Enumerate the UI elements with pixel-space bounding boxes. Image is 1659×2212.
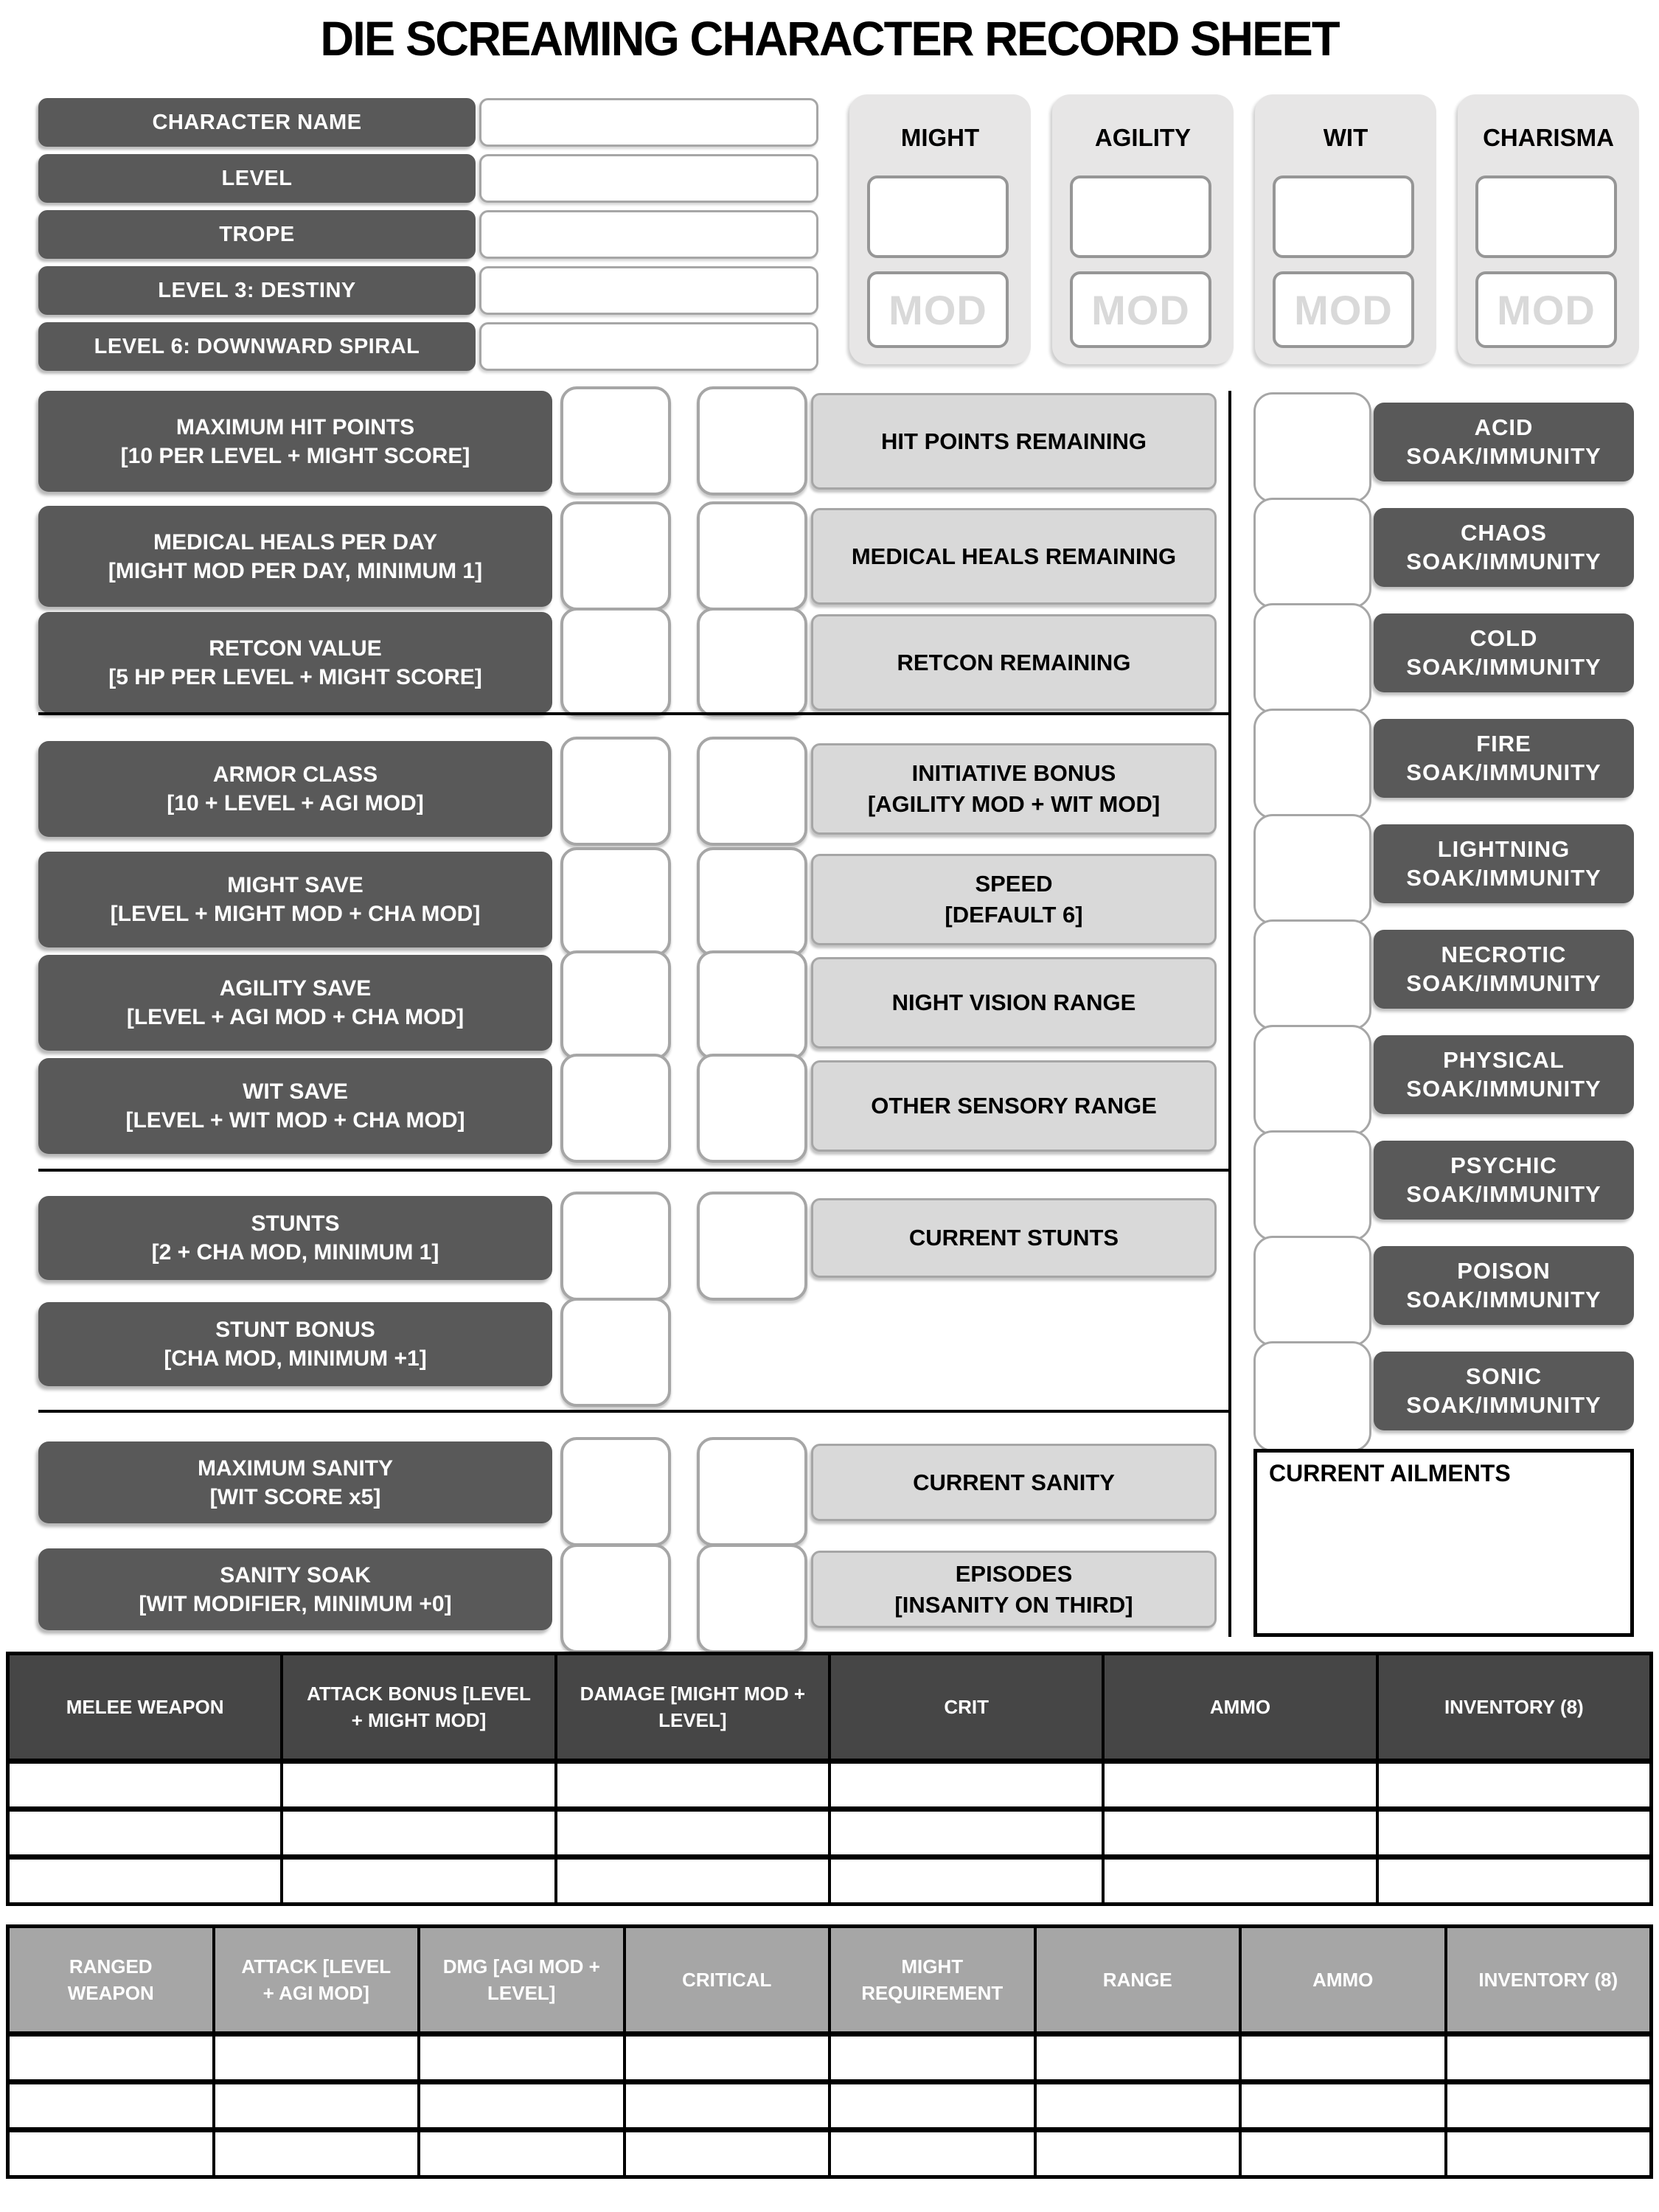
melee-cell-r3c5[interactable]: [1105, 1860, 1375, 1902]
soak-value-box-psychic[interactable]: [1253, 1130, 1371, 1241]
stat-current-box-armor-class[interactable]: [697, 737, 807, 846]
ranged-cell-r2c8[interactable]: [1447, 2084, 1650, 2127]
field-label-character-name: CHARACTER NAME: [38, 98, 476, 147]
ranged-cell-r3c6[interactable]: [1037, 2132, 1239, 2175]
stat-value-box-stunts[interactable]: [560, 1192, 671, 1301]
stat-current-box-maximum-hit-points[interactable]: [697, 386, 807, 495]
page-title: DIE SCREAMING CHARACTER RECORD SHEET: [320, 11, 1339, 66]
melee-header-melee-weapon: MELEE WEAPON: [10, 1655, 280, 1759]
stat-label-might-save: MIGHT SAVE [LEVEL + MIGHT MOD + CHA MOD]: [38, 852, 552, 947]
stat-current-box-maximum-sanity[interactable]: [697, 1437, 807, 1546]
identity-row-character-name: [38, 98, 818, 147]
melee-cell-r2c4[interactable]: [831, 1812, 1102, 1854]
ranged-header-range: RANGE: [1037, 1928, 1239, 2031]
soak-item-psychic: [1253, 1141, 1646, 1251]
agility-mod-box[interactable]: MOD: [1070, 271, 1211, 348]
melee-header-crit: CRIT: [831, 1655, 1102, 1759]
melee-cell-r3c1[interactable]: [10, 1860, 280, 1902]
ranged-cell-r3c4[interactable]: [626, 2132, 829, 2175]
soak-label-chaos: CHAOS SOAK/IMMUNITY: [1374, 508, 1634, 587]
soak-item-necrotic: [1253, 930, 1646, 1040]
soak-value-box-fire[interactable]: [1253, 709, 1371, 819]
tracker-label-current-sanity: CURRENT SANITY: [811, 1444, 1217, 1521]
ranged-cell-r1c5[interactable]: [831, 2037, 1034, 2079]
field-input-character-name[interactable]: [479, 98, 818, 147]
melee-cell-r3c3[interactable]: [557, 1860, 828, 1902]
identity-row-trope: [38, 210, 818, 259]
field-input-level-6-downward-spiral[interactable]: [479, 322, 818, 371]
soak-label-necrotic: NECROTIC SOAK/IMMUNITY: [1374, 930, 1634, 1009]
ranged-cell-r2c3[interactable]: [420, 2084, 623, 2127]
melee-cell-r3c4[interactable]: [831, 1860, 1102, 1902]
section-divider-3: [38, 1410, 1230, 1413]
melee-header-ammo: AMMO: [1105, 1655, 1375, 1759]
ranged-cell-r1c7[interactable]: [1242, 2037, 1444, 2079]
tracker-label-current-stunts: CURRENT STUNTS: [811, 1198, 1217, 1278]
field-label-trope: TROPE: [38, 210, 476, 259]
tracker-label-medical-heals-remaining: MEDICAL HEALS REMAINING: [811, 508, 1217, 605]
stat-current-box-medical-heals-per-day[interactable]: [697, 501, 807, 611]
ability-card-charisma: [1458, 94, 1639, 364]
melee-cell-r2c3[interactable]: [557, 1812, 828, 1854]
ability-title-agility: AGILITY: [1094, 124, 1192, 151]
stat-value-box-medical-heals-per-day[interactable]: [560, 501, 671, 611]
ranged-cell-r2c7[interactable]: [1242, 2084, 1444, 2127]
melee-cell-r1c6[interactable]: [1379, 1764, 1649, 1806]
ability-title-might: MIGHT: [900, 124, 980, 151]
soak-value-box-poison[interactable]: [1253, 1236, 1371, 1346]
stat-value-box-retcon-value[interactable]: [560, 608, 671, 717]
melee-cell-r1c2[interactable]: [283, 1764, 554, 1806]
soak-item-cold: [1253, 613, 1646, 724]
tracker-label-episodes: EPISODES [INSANITY ON THIRD]: [811, 1551, 1217, 1628]
soak-label-fire: FIRE SOAK/IMMUNITY: [1374, 719, 1634, 798]
field-label-level-3-destiny: LEVEL 3: DESTINY: [38, 266, 476, 315]
ranged-cell-r1c6[interactable]: [1037, 2037, 1239, 2079]
ranged-cell-r2c5[interactable]: [831, 2084, 1034, 2127]
stat-label-stunts: STUNTS [2 + CHA MOD, MINIMUM 1]: [38, 1196, 552, 1280]
soak-value-box-physical[interactable]: [1253, 1025, 1371, 1135]
ability-title-charisma: CHARISMA: [1483, 124, 1614, 151]
melee-cell-r1c5[interactable]: [1105, 1764, 1375, 1806]
ranged-cell-r1c3[interactable]: [420, 2037, 623, 2079]
ranged-weapon-table: [6, 1924, 1653, 2179]
ranged-header-dmg-agi-mod-level: DMG [AGI MOD + LEVEL]: [420, 1928, 623, 2031]
ability-title-wit: WIT: [1323, 124, 1368, 151]
vertical-divider: [1228, 391, 1231, 1637]
melee-cell-r3c6[interactable]: [1379, 1860, 1649, 1902]
tracker-label-retcon-remaining: RETCON REMAINING: [811, 614, 1217, 711]
stat-current-box-sanity-soak[interactable]: [697, 1544, 807, 1653]
stat-label-maximum-hit-points: MAXIMUM HIT POINTS [10 PER LEVEL + MIGHT SCORE]: [38, 391, 552, 492]
stat-value-box-wit-save[interactable]: [560, 1054, 671, 1163]
soak-value-box-cold[interactable]: [1253, 603, 1371, 714]
soak-label-physical: PHYSICAL SOAK/IMMUNITY: [1374, 1035, 1634, 1114]
ranged-cell-r1c8[interactable]: [1447, 2037, 1650, 2079]
soak-label-lightning: LIGHTNING SOAK/IMMUNITY: [1374, 824, 1634, 903]
stat-value-box-maximum-sanity[interactable]: [560, 1437, 671, 1546]
melee-cell-r2c5[interactable]: [1105, 1812, 1375, 1854]
melee-header-attack-bonus-level-might-mod: ATTACK BONUS [LEVEL + MIGHT MOD]: [283, 1655, 554, 1759]
soak-label-cold: COLD SOAK/IMMUNITY: [1374, 613, 1634, 692]
stat-label-wit-save: WIT SAVE [LEVEL + WIT MOD + CHA MOD]: [38, 1058, 552, 1154]
section-divider-2: [38, 1169, 1230, 1172]
ranged-cell-r3c2[interactable]: [215, 2132, 418, 2175]
ranged-cell-r2c6[interactable]: [1037, 2084, 1239, 2127]
soak-value-box-sonic[interactable]: [1253, 1341, 1371, 1452]
stat-current-box-retcon-value[interactable]: [697, 608, 807, 717]
field-input-trope[interactable]: [479, 210, 818, 259]
stat-label-agility-save: AGILITY SAVE [LEVEL + AGI MOD + CHA MOD]: [38, 955, 552, 1051]
field-input-level-3-destiny[interactable]: [479, 266, 818, 315]
soak-label-psychic: PSYCHIC SOAK/IMMUNITY: [1374, 1141, 1634, 1220]
ranged-cell-r1c1[interactable]: [10, 2037, 212, 2079]
ranged-cell-r3c8[interactable]: [1447, 2132, 1650, 2175]
ranged-header-ranged-weapon: RANGED WEAPON: [10, 1928, 212, 2031]
stat-current-box-stunts[interactable]: [697, 1192, 807, 1301]
ranged-cell-r2c1[interactable]: [10, 2084, 212, 2127]
melee-cell-r2c6[interactable]: [1379, 1812, 1649, 1854]
melee-header-damage-might-mod-level: DAMAGE [MIGHT MOD + LEVEL]: [557, 1655, 828, 1759]
agility-score-box[interactable]: [1070, 175, 1211, 258]
ability-card-agility: [1052, 94, 1234, 364]
ranged-cell-r3c3[interactable]: [420, 2132, 623, 2175]
ranged-header-ammo: AMMO: [1242, 1928, 1444, 2031]
ability-card-wit: [1255, 94, 1436, 364]
might-mod-box[interactable]: MOD: [867, 271, 1009, 348]
stat-value-box-might-save[interactable]: [560, 847, 671, 956]
melee-weapon-table: [6, 1652, 1653, 1906]
melee-header-inventory-8: INVENTORY (8): [1379, 1655, 1649, 1759]
soak-item-chaos: [1253, 508, 1646, 619]
ranged-cell-r2c4[interactable]: [626, 2084, 829, 2127]
ranged-cell-r1c2[interactable]: [215, 2037, 418, 2079]
tracker-label-hit-points-remaining: HIT POINTS REMAINING: [811, 393, 1217, 490]
ranged-header-might-requirement: MIGHT REQUIREMENT: [831, 1928, 1034, 2031]
ranged-cell-r3c7[interactable]: [1242, 2132, 1444, 2175]
stat-value-box-sanity-soak[interactable]: [560, 1544, 671, 1653]
stat-current-box-wit-save[interactable]: [697, 1054, 807, 1163]
field-input-level[interactable]: [479, 154, 818, 203]
soak-label-acid: ACID SOAK/IMMUNITY: [1374, 403, 1634, 481]
melee-cell-r2c1[interactable]: [10, 1812, 280, 1854]
current-ailments-box[interactable]: [1253, 1449, 1634, 1637]
ranged-header-inventory-8: INVENTORY (8): [1447, 1928, 1650, 2031]
stat-value-box-armor-class[interactable]: [560, 737, 671, 846]
stat-current-box-might-save[interactable]: [697, 847, 807, 956]
identity-row-level-6-downward-spiral: [38, 322, 818, 371]
ability-card-might: [849, 94, 1031, 364]
wit-score-box[interactable]: [1273, 175, 1414, 258]
stat-value-box-stunt-bonus[interactable]: [560, 1298, 671, 1407]
stat-label-stunt-bonus: STUNT BONUS [CHA MOD, MINIMUM +1]: [38, 1302, 552, 1386]
ranged-cell-r2c2[interactable]: [215, 2084, 418, 2127]
identity-row-level-3-destiny: [38, 266, 818, 315]
ranged-header-critical: CRITICAL: [626, 1928, 829, 2031]
soak-item-fire: [1253, 719, 1646, 830]
soak-item-lightning: [1253, 824, 1646, 935]
might-score-box[interactable]: [867, 175, 1009, 258]
ranged-cell-r3c5[interactable]: [831, 2132, 1034, 2175]
current-ailments-title: CURRENT AILMENTS: [1269, 1460, 1511, 1486]
charisma-mod-box[interactable]: MOD: [1475, 271, 1617, 348]
tracker-label-initiative-bonus: INITIATIVE BONUS [AGILITY MOD + WIT MOD]: [811, 743, 1217, 835]
stat-value-box-agility-save[interactable]: [560, 950, 671, 1060]
tracker-label-night-vision-range: NIGHT VISION RANGE: [811, 957, 1217, 1048]
melee-cell-r1c3[interactable]: [557, 1764, 828, 1806]
melee-cell-r1c4[interactable]: [831, 1764, 1102, 1806]
soak-value-box-necrotic[interactable]: [1253, 919, 1371, 1030]
stat-label-retcon-value: RETCON VALUE [5 HP PER LEVEL + MIGHT SCORE]: [38, 612, 552, 713]
stat-label-sanity-soak: SANITY SOAK [WIT MODIFIER, MINIMUM +0]: [38, 1548, 552, 1630]
soak-item-acid: [1253, 403, 1646, 513]
field-label-level: LEVEL: [38, 154, 476, 203]
ranged-cell-r1c4[interactable]: [626, 2037, 829, 2079]
ranged-header-attack-level-agi-mod: ATTACK [LEVEL + AGI MOD]: [215, 1928, 418, 2031]
field-label-level-6-downward-spiral: LEVEL 6: DOWNWARD SPIRAL: [38, 322, 476, 371]
stat-label-armor-class: ARMOR CLASS [10 + LEVEL + AGI MOD]: [38, 741, 552, 837]
stat-label-medical-heals-per-day: MEDICAL HEALS PER DAY [MIGHT MOD PER DAY, MINIMUM 1]: [38, 506, 552, 607]
wit-mod-box[interactable]: MOD: [1273, 271, 1414, 348]
soak-label-poison: POISON SOAK/IMMUNITY: [1374, 1246, 1634, 1325]
soak-item-physical: [1253, 1035, 1646, 1146]
identity-row-level: [38, 154, 818, 203]
melee-cell-r3c2[interactable]: [283, 1860, 554, 1902]
melee-cell-r1c1[interactable]: [10, 1764, 280, 1806]
stat-label-maximum-sanity: MAXIMUM SANITY [WIT SCORE x5]: [38, 1441, 552, 1523]
stat-current-box-agility-save[interactable]: [697, 950, 807, 1060]
soak-item-sonic: [1253, 1352, 1646, 1462]
soak-label-sonic: SONIC SOAK/IMMUNITY: [1374, 1352, 1634, 1430]
soak-value-box-lightning[interactable]: [1253, 814, 1371, 925]
section-divider-1: [38, 712, 1230, 715]
soak-value-box-acid[interactable]: [1253, 392, 1371, 503]
tracker-label-other-sensory-range: OTHER SENSORY RANGE: [811, 1060, 1217, 1152]
stat-value-box-maximum-hit-points[interactable]: [560, 386, 671, 495]
ranged-cell-r3c1[interactable]: [10, 2132, 212, 2175]
soak-value-box-chaos[interactable]: [1253, 498, 1371, 608]
soak-item-poison: [1253, 1246, 1646, 1357]
melee-cell-r2c2[interactable]: [283, 1812, 554, 1854]
charisma-score-box[interactable]: [1475, 175, 1617, 258]
tracker-label-speed: SPEED [DEFAULT 6]: [811, 854, 1217, 945]
